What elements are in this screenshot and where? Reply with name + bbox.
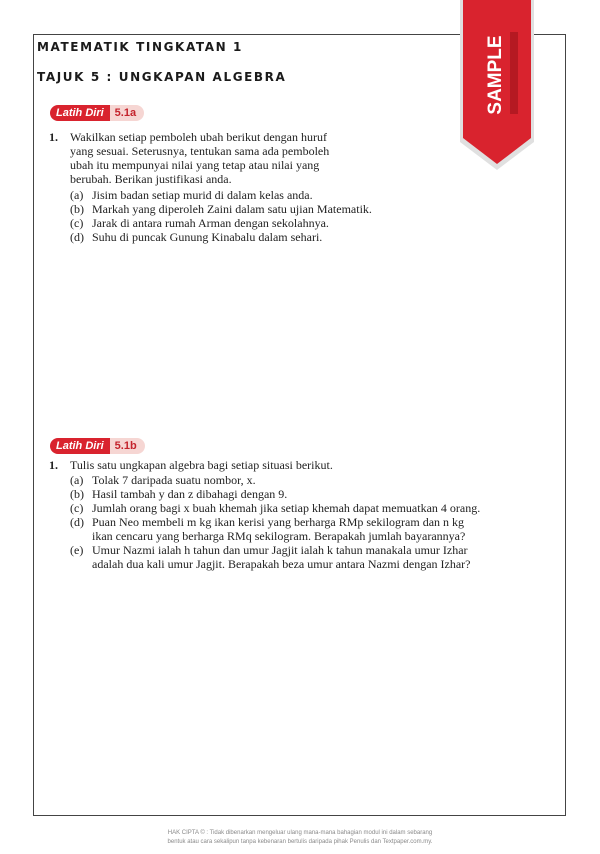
sample-ribbon: [458, 0, 536, 172]
item-label: (a): [70, 473, 84, 487]
item-text: Puan Neo membeli m kg ikan kerisi yang berharga RMp sekilogram dan n kg: [92, 515, 465, 529]
item-text: Markah yang diperoleh Zaini dalam satu ujian Matematik.: [92, 202, 372, 216]
question-text: [70, 130, 329, 186]
badge-label: Latih Diri: [50, 105, 110, 121]
subject-heading: MATEMATIK TINGKATAN 1: [37, 40, 244, 54]
item-label: (e): [70, 543, 84, 557]
item-text: ikan cencaru yang berharga RMq sekilogram. Berapakah jumlah bayarannya?: [92, 529, 466, 543]
item-label: (b): [70, 487, 84, 501]
question-line: Wakilkan setiap pemboleh ubah berikut dengan huruf: [70, 130, 327, 144]
item-text: Hasil tambah y dan z dibahagi dengan 9.: [92, 487, 288, 501]
footer-line: HAK CIPTA © : Tidak dibenarkan mengeluar ulang mana-mana bahagian modul ini dalam sebarang: [167, 830, 433, 836]
item-label: (b): [70, 202, 84, 216]
item-label: (d): [70, 230, 84, 244]
item-text: Umur Nazmi ialah h tahun dan umur Jagjit ialah k tahun manakala umur Izhar: [92, 543, 468, 557]
question-line: ubah itu mempunyai nilai yang tetap atau nilai yang: [70, 158, 320, 172]
item-text: Jarak di antara rumah Arman dengan sekolahnya.: [92, 216, 329, 230]
footer-line: bentuk atau cara sekalipun tanpa kebenaran bertulis daripada pihak Penulis dan Textpaper.com.my.: [167, 839, 433, 845]
ribbon-label: SAMPLE: [485, 35, 506, 115]
question-number: 1.: [49, 458, 58, 472]
badge-code: 5.1b: [110, 438, 145, 454]
item-text: Jumlah orang bagi x buah khemah jika setiap khemah dapat memuatkan 4 orang.: [92, 501, 481, 515]
question-intro: Tulis satu ungkapan algebra bagi setiap situasi berikut.: [70, 458, 333, 472]
question-number: 1.: [49, 130, 58, 144]
item-text: Jisim badan setiap murid di dalam kelas anda.: [92, 188, 313, 202]
question-line: berubah. Berikan justifikasi anda.: [70, 172, 232, 186]
item-label: (d): [70, 515, 84, 529]
item-label: (c): [70, 216, 84, 230]
item-text: Tolak 7 daripada suatu nombor, x.: [92, 473, 256, 487]
question-line: yang sesuai. Seterusnya, tentukan sama ada pemboleh: [70, 144, 330, 158]
item-label: (c): [70, 501, 84, 515]
item-text: adalah dua kali umur Jagjit. Berapakah beza umur antara Nazmi dengan Izhar?: [92, 557, 471, 571]
ribbon-stripe: [510, 32, 518, 114]
copyright-footer: [0, 829, 600, 847]
badge-code: 5.1a: [110, 105, 144, 121]
topic-heading: TAJUK 5 : UNGKAPAN ALGEBRA: [37, 70, 287, 84]
exercise-badge-5-1a: [50, 105, 144, 121]
item-text: Suhu di puncak Gunung Kinabalu dalam sehari.: [92, 230, 323, 244]
badge-label: Latih Diri: [50, 438, 110, 454]
exercise-badge-5-1b: [50, 438, 145, 454]
item-label: (a): [70, 188, 84, 202]
